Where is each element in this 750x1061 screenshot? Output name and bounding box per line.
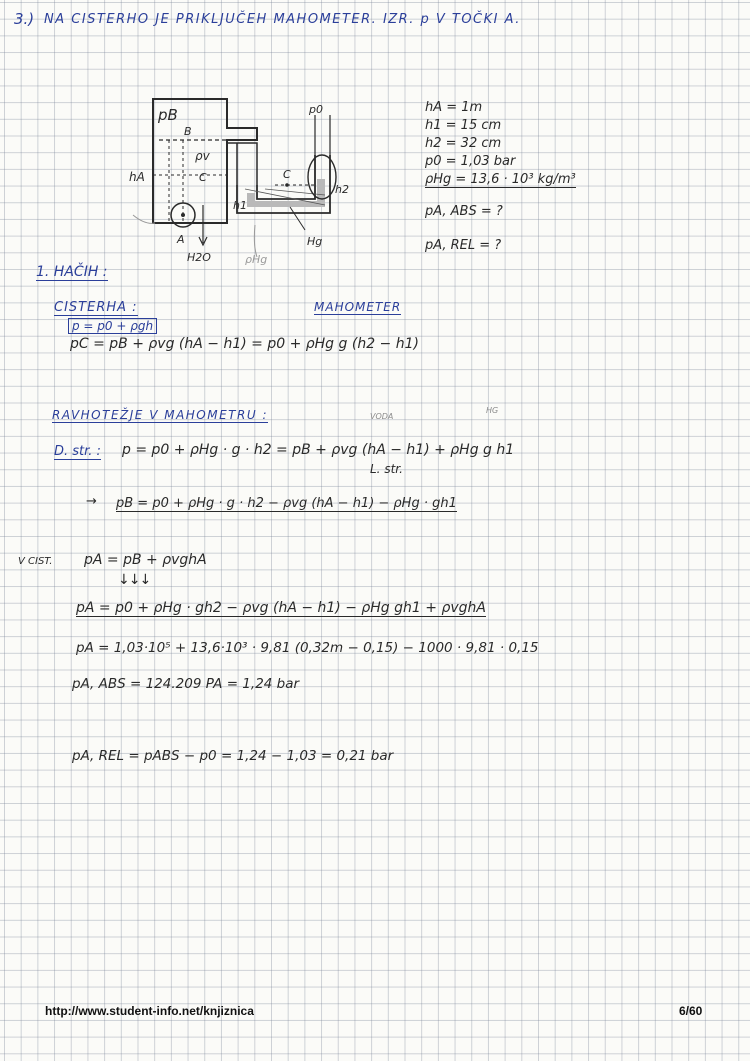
unknown-pa-abs: pA, ABS = ? — [425, 204, 503, 219]
label-C-left: C — [199, 171, 207, 184]
unknown-pa-rel: pA, REL = ? — [425, 238, 502, 253]
boxed-formula: p = p0 + ρgh — [68, 318, 157, 334]
equilibrium-heading: RAVHOTEŽJE V MAHOMETRU : — [52, 408, 268, 422]
problem-statement: NA CISTERHO JE PRIKLJUČEH MAHOMETER. IZR. p V TOČKI A. — [44, 12, 521, 27]
equation-pa-rel: pA, REL = pABS − p0 = 1,24 − 1,03 = 0,21 bar — [72, 748, 394, 764]
label-p0: p0 — [309, 103, 323, 116]
equation-pa-abs: pA, ABS = 124.209 PA = 1,24 bar — [72, 676, 300, 692]
equation-pa-2: pA = p0 + ρHg · gh2 − ρvg (hA − h1) − ρHg gh1 + ρvghA — [76, 600, 486, 616]
method-heading: 1. HAČIH : — [36, 264, 108, 280]
label-rho-v: ρv — [195, 149, 210, 163]
label-H2O: H2O — [187, 251, 211, 264]
label-B: B — [184, 125, 192, 138]
equation-pa-1: pA = pB + ρvghA — [84, 552, 207, 568]
label-rho-Hg: ρHg — [245, 253, 268, 266]
note-hg: HG — [486, 406, 499, 415]
label-C-right: C — [283, 168, 291, 181]
given-h1: h1 = 15 cm — [425, 118, 502, 133]
given-p0: p0 = 1,03 bar — [425, 154, 516, 169]
given-hA: hA = 1m — [425, 100, 483, 115]
cistern-manometer-diagram — [125, 85, 360, 270]
v-cist-label: V CIST. — [18, 556, 53, 567]
equation-pb: pB = p0 + ρHg · g · h2 − ρvg (hA − h1) − ρHg · gh1 — [116, 496, 457, 511]
manometer-heading: MAHOMETER — [314, 300, 402, 314]
problem-number: 3.) — [14, 10, 35, 28]
label-h2: h2 — [335, 183, 349, 196]
d-str-label: D. str. : — [54, 444, 101, 459]
given-h2: h2 = 32 cm — [425, 136, 502, 151]
label-hA: hA — [129, 170, 145, 184]
note-voda: VODA — [370, 412, 394, 421]
equation-pc: pC = pB + ρvg (hA − h1) = p0 + ρHg g (h2 − h1) — [70, 336, 419, 352]
label-A: A — [177, 233, 185, 246]
equation-dstr: p = p0 + ρHg · g · h2 = pB + ρvg (hA − h1) + ρHg g h1 — [122, 442, 515, 458]
label-h1: h1 — [233, 199, 247, 212]
footer-page-number: 6/60 — [679, 1004, 703, 1018]
footer-url: http://www.student-info.net/knjiznica — [45, 1004, 254, 1018]
arrows: ↓↓↓ — [118, 572, 151, 588]
l-str-label: L. str. — [370, 462, 403, 476]
cistern-heading: CISTERHA : — [54, 300, 138, 315]
given-rho-hg: ρHg = 13,6 · 10³ kg/m³ — [425, 172, 576, 187]
label-Hg: Hg — [307, 235, 323, 248]
equation-pa-3: pA = 1,03·10⁵ + 13,6·10³ · 9,81 (0,32m − 0,15) − 1000 · 9,81 · 0,15 — [76, 640, 539, 656]
label-pB: pB — [158, 106, 178, 124]
